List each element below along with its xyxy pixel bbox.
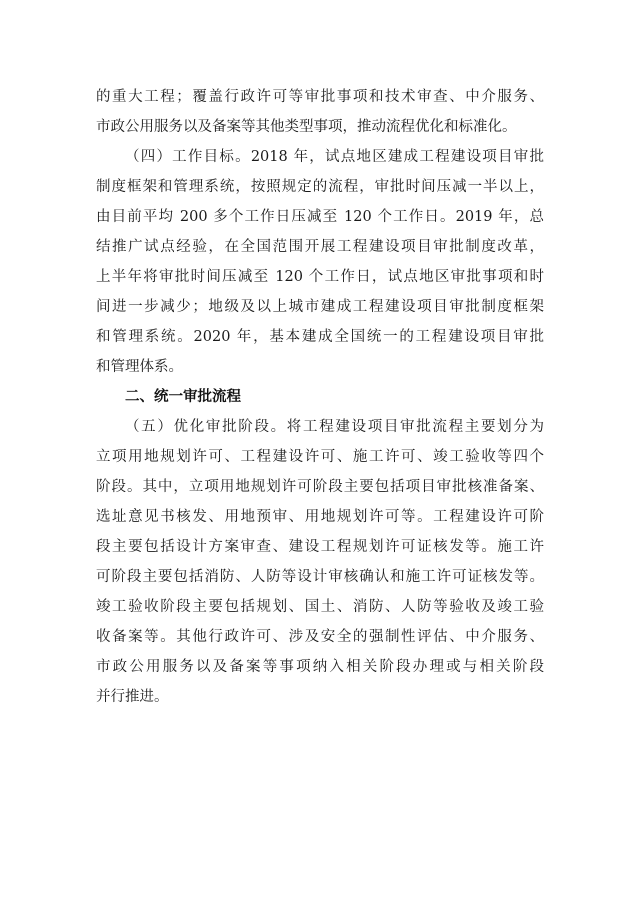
text-line: 结推广试点经验，在全国范围开展工程建设项目审批制度改革， [96,239,544,255]
paragraph-work-goals [96,142,544,382]
text-line: 和管理系统。2020 年，基本建成全国统一的工程建设项目审批 [96,329,544,345]
text-line: 的重大工程；覆盖行政许可等审批事项和技术审查、中介服务、 [96,89,544,105]
text-line: 阶段。其中，立项用地规划许可阶段主要包括项目审批核准备案、 [96,479,544,495]
text-line: （五）优化审批阶段。将工程建设项目审批流程主要划分为 [125,419,544,435]
section-heading: 二、统一审批流程 [125,389,241,405]
text-line: 收备案等。其他行政许可、涉及安全的强制性评估、中介服务、 [96,629,544,645]
text-line: 竣工验收阶段主要包括规划、国土、消防、人防等验收及竣工验 [96,599,544,615]
text-line: 市政公用服务以及备案等事项纳入相关阶段办理或与相关阶段 [96,659,544,675]
document-body [96,82,544,712]
text-line: 和管理体系。 [96,359,183,375]
text-line: 上半年将审批时间压减至 120 个工作日，试点地区审批事项和时 [96,269,544,285]
text-line: （四）工作目标。2018 年，试点地区建成工程建设项目审批 [125,149,544,165]
text-line: 选址意见书核发、用地预审、用地规划许可等。工程建设许可阶 [96,509,544,525]
text-line: 间进一步减少；地级及以上城市建成工程建设项目审批制度框架 [96,299,544,315]
text-line: 市政公用服务以及备案等其他类型事项，推动流程优化和标准化。 [96,119,517,135]
paragraph-continuation [96,82,544,142]
text-line: 立项用地规划许可、工程建设许可、施工许可、竣工验收等四个 [96,449,544,465]
text-line: 可阶段主要包括消防、人防等设计审核确认和施工许可证核发等。 [96,569,544,585]
paragraph-approval-stages [96,412,544,712]
text-line: 制度框架和管理系统，按照规定的流程，审批时间压减一半以上， [96,179,544,195]
text-line: 段主要包括设计方案审查、建设工程规划许可证核发等。施工许 [96,539,544,555]
text-line: 由目前平均 200 多个工作日压减至 120 个工作日。2019 年，总 [96,209,544,225]
text-line: 并行推进。 [96,689,169,705]
